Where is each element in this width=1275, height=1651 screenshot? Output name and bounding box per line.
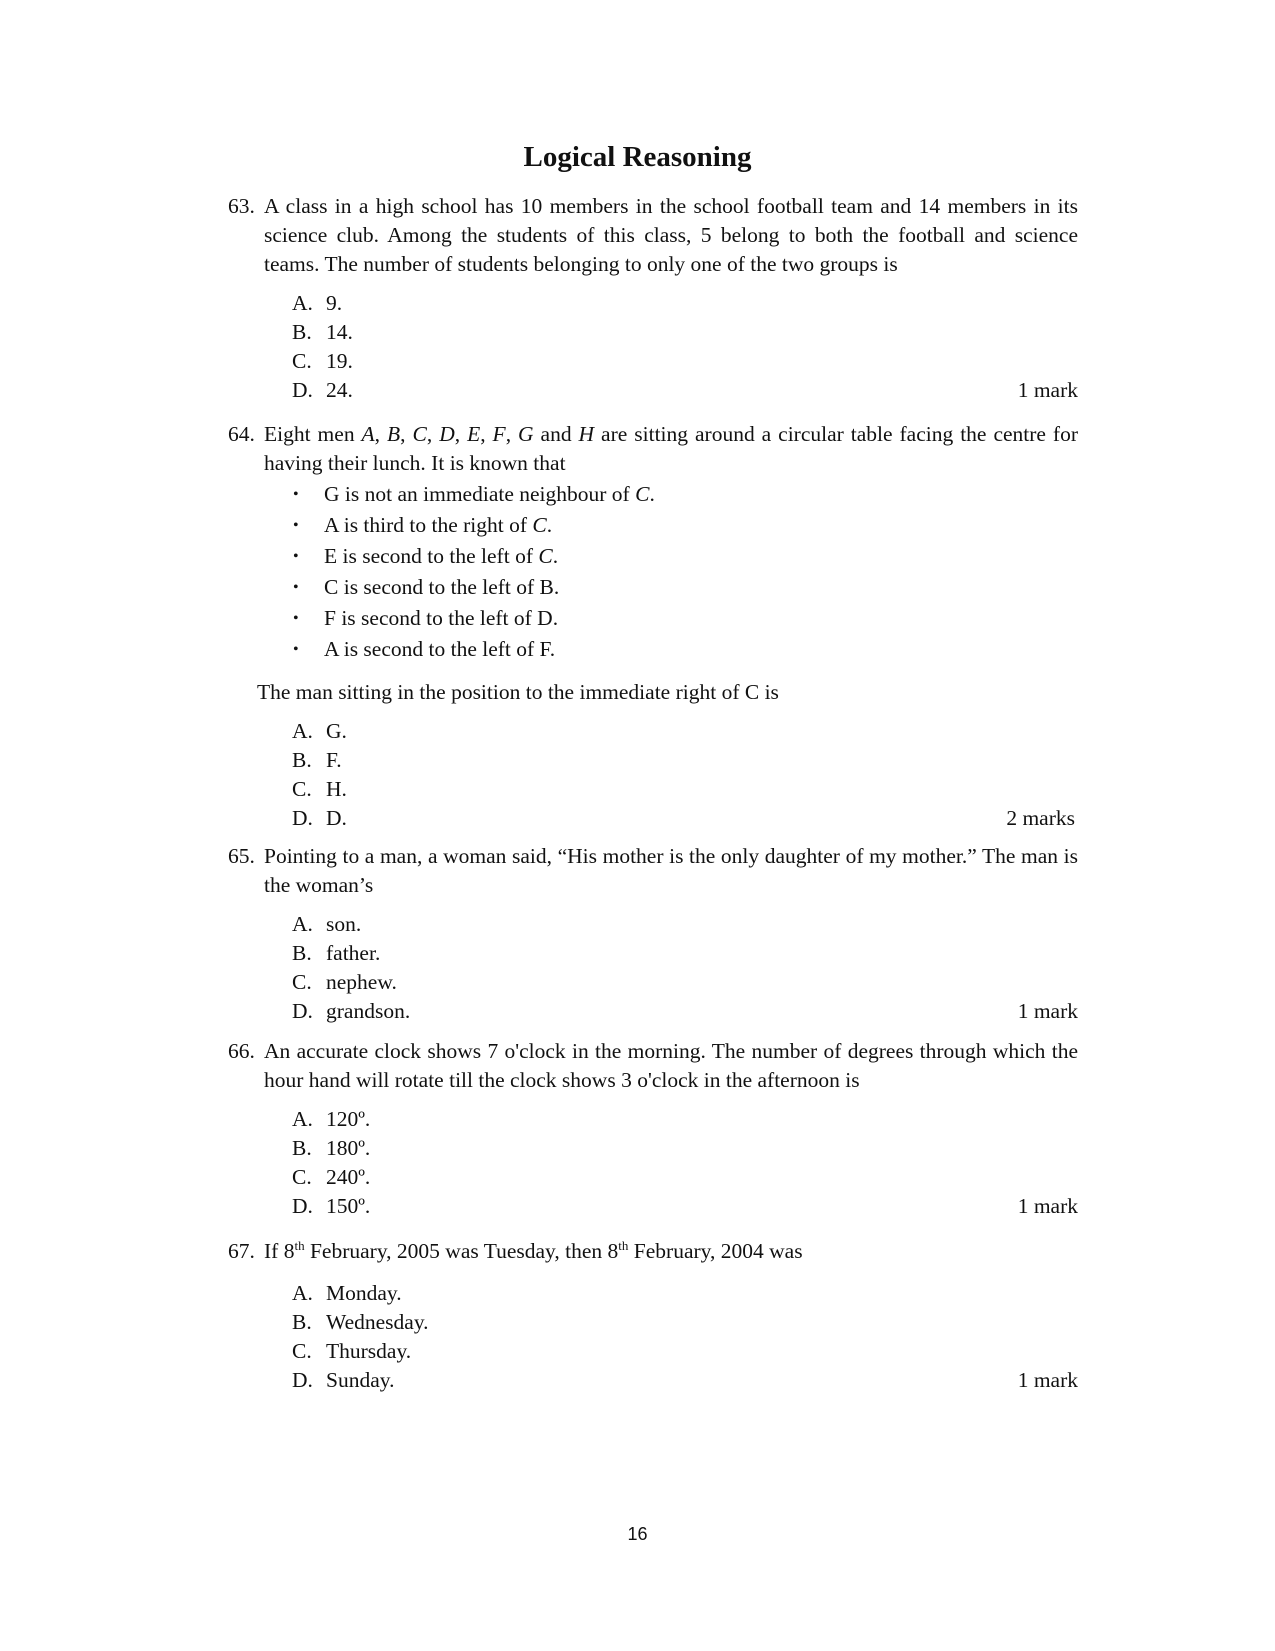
option-letter: B. bbox=[292, 1310, 312, 1334]
bullet-icon: • bbox=[293, 641, 299, 658]
separator: , bbox=[374, 422, 388, 446]
conjunction: and bbox=[533, 422, 579, 446]
marks-label: 1 mark bbox=[1017, 1368, 1078, 1392]
question-prompt: The man sitting in the position to the immediate right of C is bbox=[257, 680, 779, 704]
option-letter: A. bbox=[292, 1107, 313, 1131]
option-letter: C. bbox=[292, 970, 312, 994]
person-a: A bbox=[361, 422, 375, 446]
option-b bbox=[292, 939, 1078, 968]
option-letter: D. bbox=[292, 1368, 313, 1392]
option-a bbox=[292, 1105, 1078, 1134]
option-b bbox=[292, 1308, 1078, 1337]
option-text: F. bbox=[326, 748, 342, 772]
page-title: Logical Reasoning bbox=[523, 141, 752, 173]
option-letter: C. bbox=[292, 1165, 312, 1189]
option-text: Sunday. bbox=[326, 1368, 395, 1392]
question-64 bbox=[228, 420, 1078, 833]
option-a bbox=[292, 910, 1078, 939]
option-text: H. bbox=[326, 777, 347, 801]
intro-rest: are sitting around a circular table facing the centre for having their lunch. It is known that bbox=[264, 422, 1078, 475]
option-letter: D. bbox=[292, 1194, 313, 1218]
condition-end: . bbox=[552, 544, 559, 568]
question-stem: Pointing to a man, a woman said, “His mother is the only daughter of my mother.” The man is the woman’s bbox=[264, 844, 1078, 897]
option-text: Thursday. bbox=[326, 1339, 412, 1363]
separator: , bbox=[505, 422, 519, 446]
person-c: C bbox=[412, 422, 427, 446]
option-text: 24. bbox=[326, 378, 353, 402]
option-text: Monday. bbox=[326, 1281, 402, 1305]
option-text: Wednesday. bbox=[326, 1310, 429, 1334]
option-text: father. bbox=[326, 941, 381, 965]
question-number: 65. bbox=[228, 844, 255, 868]
bullet-icon: • bbox=[293, 579, 299, 596]
condition-item bbox=[264, 510, 1078, 541]
question-number: 66. bbox=[228, 1039, 255, 1063]
option-d bbox=[292, 1192, 1078, 1221]
page-number: 16 bbox=[627, 1524, 648, 1544]
condition-item bbox=[264, 572, 1078, 603]
person-g: G bbox=[518, 422, 534, 446]
question-text bbox=[228, 842, 1078, 900]
condition-text: E is second to the left of bbox=[324, 544, 539, 568]
option-d bbox=[292, 376, 1078, 405]
separator: , bbox=[426, 422, 440, 446]
option-text: 19. bbox=[326, 349, 353, 373]
option-letter: D. bbox=[292, 806, 313, 830]
person-d: D bbox=[439, 422, 455, 446]
condition-italic: C bbox=[635, 482, 650, 506]
option-c bbox=[292, 968, 1078, 997]
question-66 bbox=[228, 1037, 1078, 1221]
option-text: 120º. bbox=[326, 1107, 371, 1131]
person-e: E bbox=[467, 422, 481, 446]
question-stem: An accurate clock shows 7 o'clock in the morning. The number of degrees through which the hour hand will rotate till the clock shows 3 o'clock in the afternoon is bbox=[264, 1039, 1078, 1092]
condition-item bbox=[264, 634, 1078, 665]
person-h: H bbox=[578, 422, 595, 446]
answer-options bbox=[228, 717, 1078, 833]
question-63 bbox=[228, 192, 1078, 405]
stem-part: February, 2004 was bbox=[628, 1239, 803, 1263]
option-letter: A. bbox=[292, 912, 313, 936]
option-letter: A. bbox=[292, 291, 313, 315]
option-b bbox=[292, 318, 1078, 347]
option-letter: B. bbox=[292, 320, 312, 344]
condition-end: . bbox=[546, 513, 553, 537]
option-letter: D. bbox=[292, 378, 313, 402]
bullet-icon: • bbox=[293, 486, 299, 503]
option-letter: C. bbox=[292, 777, 312, 801]
condition-text: F is second to the left of D. bbox=[324, 606, 559, 630]
option-text: 180º. bbox=[326, 1136, 371, 1160]
option-text: D. bbox=[326, 806, 347, 830]
option-b bbox=[292, 1134, 1078, 1163]
option-a bbox=[292, 717, 1078, 746]
marks-label: 1 mark bbox=[1017, 999, 1078, 1023]
question-text bbox=[228, 420, 1078, 478]
ordinal-suffix: th bbox=[618, 1238, 629, 1253]
option-c bbox=[292, 1337, 1078, 1366]
answer-options bbox=[228, 910, 1078, 1026]
option-c bbox=[292, 347, 1078, 376]
bullet-icon: • bbox=[293, 517, 299, 534]
condition-text: C is second to the left of B. bbox=[324, 575, 560, 599]
stem-part: If 8 bbox=[264, 1239, 295, 1263]
question-stem bbox=[264, 420, 1078, 478]
option-text: son. bbox=[326, 912, 362, 936]
option-text: grandson. bbox=[326, 999, 411, 1023]
question-number: 67. bbox=[228, 1239, 255, 1263]
marks-label: 1 mark bbox=[1017, 1194, 1078, 1218]
option-letter: B. bbox=[292, 941, 312, 965]
answer-options bbox=[228, 1279, 1078, 1395]
question-text bbox=[228, 1237, 1078, 1266]
ordinal-suffix: th bbox=[294, 1238, 305, 1253]
option-letter: C. bbox=[292, 349, 312, 373]
question-number: 63. bbox=[228, 194, 255, 218]
separator: , bbox=[454, 422, 468, 446]
option-a bbox=[292, 1279, 1078, 1308]
option-text: 9. bbox=[326, 291, 343, 315]
option-d bbox=[292, 1366, 1078, 1395]
question-text bbox=[228, 192, 1078, 279]
option-c bbox=[292, 1163, 1078, 1192]
option-text: nephew. bbox=[326, 970, 397, 994]
condition-italic: C bbox=[532, 513, 547, 537]
option-c bbox=[292, 775, 1078, 804]
question-65 bbox=[228, 842, 1078, 1026]
option-text: G. bbox=[326, 719, 347, 743]
question-number: 64. bbox=[228, 422, 255, 446]
separator: , bbox=[400, 422, 413, 446]
condition-list bbox=[228, 479, 1078, 665]
condition-item bbox=[264, 479, 1078, 510]
person-b: B bbox=[387, 422, 401, 446]
condition-italic: C bbox=[538, 544, 553, 568]
bullet-icon: • bbox=[293, 548, 299, 565]
option-letter: C. bbox=[292, 1339, 312, 1363]
option-text: 14. bbox=[326, 320, 353, 344]
question-67 bbox=[228, 1237, 1078, 1395]
option-b bbox=[292, 746, 1078, 775]
option-letter: D. bbox=[292, 999, 313, 1023]
marks-label: 2 marks bbox=[1006, 806, 1075, 830]
person-f: F bbox=[492, 422, 506, 446]
option-letter: B. bbox=[292, 748, 312, 772]
option-letter: A. bbox=[292, 719, 313, 743]
option-d bbox=[292, 997, 1078, 1026]
intro-text: Eight men bbox=[264, 422, 362, 446]
condition-item bbox=[264, 603, 1078, 634]
question-stem bbox=[264, 1237, 1078, 1266]
option-text: 240º. bbox=[326, 1165, 371, 1189]
marks-label: 1 mark bbox=[1017, 378, 1078, 402]
option-d bbox=[292, 804, 1078, 833]
condition-text: G is not an immediate neighbour of bbox=[324, 482, 636, 506]
option-text: 150º. bbox=[326, 1194, 371, 1218]
option-a bbox=[292, 289, 1078, 318]
bullet-icon: • bbox=[293, 610, 299, 627]
condition-end: . bbox=[649, 482, 655, 506]
question-text bbox=[228, 1037, 1078, 1095]
condition-text: A is second to the left of F. bbox=[324, 637, 556, 661]
answer-options bbox=[228, 289, 1078, 405]
separator: , bbox=[480, 422, 493, 446]
condition-text: A is third to the right of bbox=[324, 513, 533, 537]
option-letter: B. bbox=[292, 1136, 312, 1160]
answer-options bbox=[228, 1105, 1078, 1221]
condition-item bbox=[264, 541, 1078, 572]
question-stem: A class in a high school has 10 members in the school football team and 14 members in its science club. Among the students of this class, 5 belong to both the football and science teams. The number of students belonging to only one of the two groups is bbox=[264, 194, 1078, 276]
stem-part: February, 2005 was Tuesday, then 8 bbox=[304, 1239, 619, 1263]
option-letter: A. bbox=[292, 1281, 313, 1305]
